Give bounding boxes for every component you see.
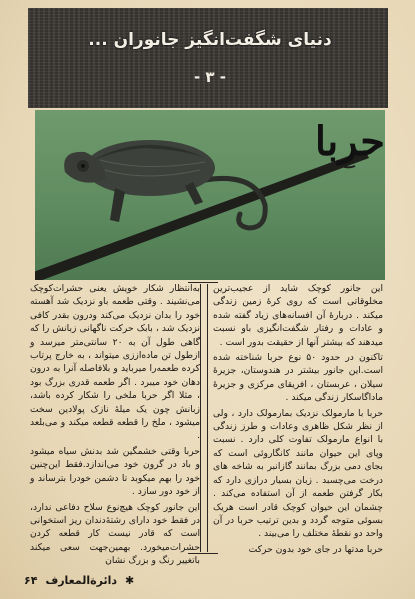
paragraph: این جانور کوچک شاید از عجیب‌ترین مخلوقاتی است که روی کرهٔ زمین زندگی میکند . دربارهٔ آن افسانه‌های زیاد گفته شده و عادات و رفتار شگفت‌انگیزی باو نسبت میدهند که بیشتر آنها از حقیقت بدور است . <box>213 283 383 348</box>
article-column-right <box>213 282 383 554</box>
paragraph: این جانور کوچک هیچ‌نوع سلاح دفاعی ندارد، در فقط خود دارای رشتهٔ‌دندان ریز استخوانی است که قادر نیست کار قطعه کردن حشرات‌میخورد. بهمین‌جهت سعی میکند باتغییر رنگ و بزرگ نشان <box>30 501 200 567</box>
episode-number: - ۳ - <box>193 68 227 86</box>
column-divider <box>200 284 208 552</box>
paragraph: حربا با مارمولک نزدیک بمارمولک دارد ، ولی از نظر شکل ظاهری وعادات و طرز زندگی با انواع مارمولک تفاوت کلی دارد . نسبت وپای این حیوان مانند کانگاروئی است که بجای دمی بزرگ بمانند گازانبر به شاخه های درخت می‌چسبد . زبان بسیار درازی دارد که بکار گرفتن طعمه از آن استفاده می‌کند . چشمان این حیوان کوچک قادر است هریک بسوئی متوجه گردد و بدین ترتیب حربا در آن واحد دو نقطهٔ مختلف را می‌بیند . <box>213 407 383 540</box>
star-icon: ✱ <box>125 574 135 587</box>
series-title: دنیای شگفت‌انگیز جانوران ... <box>88 30 332 50</box>
page-footer <box>24 574 390 592</box>
paragraph: تاکنون در حدود ۵۰ نوع حربا شناخته شده است.این جانور بیشتر در هندوستان، جزیرهٔ سیلان ، عربستان ، افریقای مرکزی و جزیرهٔ ماداگاسکار زندگی میکند . <box>213 352 383 404</box>
paragraph: حربا مدتها در جای خود بدون حرکت <box>248 543 383 555</box>
publication-name: دائرةالمعارف <box>45 574 118 587</box>
paragraph: حربا وقتی خشمگین شد بدنش سیاه میشود و باد در گرون خود می‌اندازد.فقط این‌چنین خود را بهم میکوبد تا دشمن خودرا بترساند و از خود دور سازد . <box>30 445 200 498</box>
article-title: حربا <box>314 118 385 165</box>
paragraph: به‌انتظار شکار خویش یعنی حشرات‌کوچک می‌نشیند . وقتی طعمه باو نزدیک شد آهسته خود را بدان نزدیک می‌کند ودرون بقدر کافی نزدیک شد ، بابک حرکت ناگهانی زبانش را که گاهی طول آن به ۲۰ سانتی‌متر میرسد و ازطول تن ماده‌اززی میتواند ، به خارج پرتاب کرده طعمه‌را میرباید و بلافاصله آنرا به درون دهان خود میبرد . اگر طعمه قدری بزرگ بود ، مثلا اگر حربا ملخی را شکار کرده باشد، زبانش چون یک میلهٔ نازک پولادین سخت میشود ، ملخ را قطعه قطعه میکند و می‌بلعد . <box>30 283 201 442</box>
article-column-left <box>30 282 201 567</box>
header-band <box>28 8 388 108</box>
page-number: ۶۴ <box>24 574 38 587</box>
